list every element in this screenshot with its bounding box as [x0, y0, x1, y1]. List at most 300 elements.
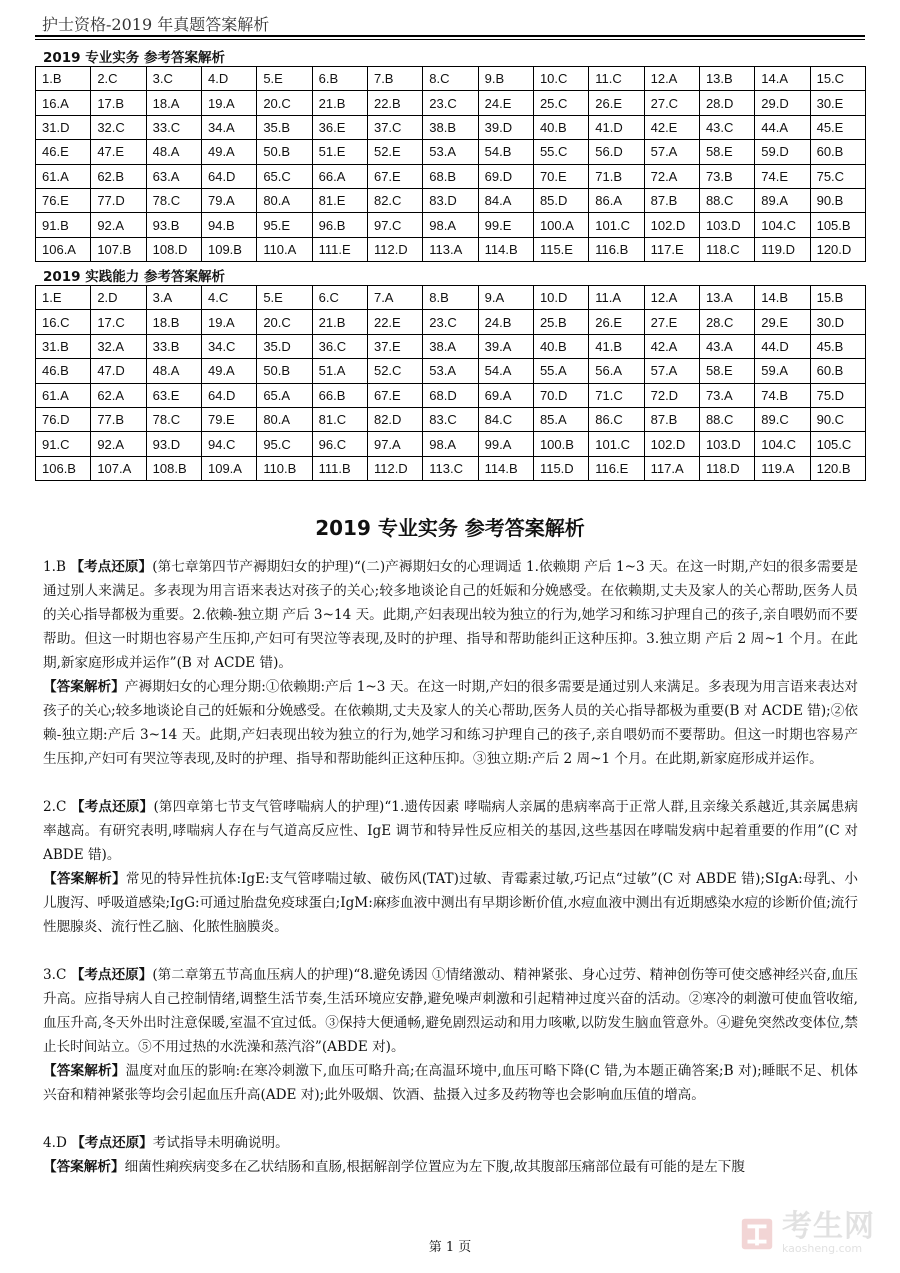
- answer-cell: 102.D: [644, 213, 699, 237]
- origin-text: (第四章第七节支气管哮喘病人的护理)“1.遗传因素 哮喘病人亲属的患病率高于正常人群,且亲缘关系越近,其亲属患病率越高。有研究表明,哮喘病人存在与气道高反应性、IgE 调节和特异性反应相关的基因,这些基因在哮喘发病中起着重要的作用”(C 对 ABDE 错)。: [43, 799, 859, 863]
- origin-paragraph: [43, 795, 858, 867]
- answer-row: [36, 164, 866, 188]
- answer-cell: 12.A: [644, 286, 699, 310]
- answer-cell: 96.C: [312, 432, 367, 456]
- answer-cell: 83.D: [423, 188, 478, 212]
- answer-cell: 53.A: [423, 359, 478, 383]
- answer-cell: 26.E: [589, 310, 644, 334]
- explanation-item: [43, 963, 858, 1107]
- answer-cell: 32.C: [91, 115, 146, 139]
- answer-cell: 69.D: [478, 164, 533, 188]
- answer-cell: 101.C: [589, 213, 644, 237]
- answer-cell: 84.C: [478, 407, 533, 431]
- analysis-label: 【答案解析】: [43, 871, 126, 887]
- answer-cell: 38.A: [423, 334, 478, 358]
- answer-cell: 86.C: [589, 407, 644, 431]
- explanation-item: [43, 1131, 858, 1179]
- answer-cell: 110.A: [257, 237, 312, 261]
- answer-cell: 44.A: [755, 115, 810, 139]
- answer-cell: 38.B: [423, 115, 478, 139]
- answer-cell: 84.A: [478, 188, 533, 212]
- answer-cell: 41.D: [589, 115, 644, 139]
- origin-text: 考试指导未明确说明。: [152, 1135, 289, 1151]
- answer-cell: 11.A: [589, 286, 644, 310]
- answer-cell: 112.D: [367, 456, 422, 480]
- answer-cell: 92.A: [91, 213, 146, 237]
- answer-cell: 19.A: [201, 91, 256, 115]
- answer-cell: 17.C: [91, 310, 146, 334]
- answer-cell: 62.B: [91, 164, 146, 188]
- answer-cell: 85.A: [533, 407, 588, 431]
- answer-cell: 45.E: [810, 115, 865, 139]
- answer-row: [36, 140, 866, 164]
- answer-cell: 64.D: [201, 164, 256, 188]
- answer-cell: 82.C: [367, 188, 422, 212]
- answer-cell: 85.D: [533, 188, 588, 212]
- answer-row: [36, 407, 866, 431]
- answer-cell: 104.C: [755, 213, 810, 237]
- answer-table-practice: [35, 285, 866, 481]
- answer-cell: 98.A: [423, 213, 478, 237]
- answer-cell: 63.E: [146, 383, 201, 407]
- answer-cell: 18.B: [146, 310, 201, 334]
- answer-cell: 2.C: [91, 67, 146, 91]
- answer-cell: 58.E: [699, 359, 754, 383]
- answer-cell: 25.C: [533, 91, 588, 115]
- answer-cell: 110.B: [257, 456, 312, 480]
- answer-cell: 116.B: [589, 237, 644, 261]
- answer-cell: 83.C: [423, 407, 478, 431]
- answer-cell: 9.B: [478, 67, 533, 91]
- answer-cell: 74.B: [755, 383, 810, 407]
- analysis-label: 【答案解析】: [43, 679, 125, 695]
- answer-cell: 27.E: [644, 310, 699, 334]
- answer-cell: 68.B: [423, 164, 478, 188]
- answer-cell: 113.A: [423, 237, 478, 261]
- answer-cell: 118.C: [699, 237, 754, 261]
- answer-cell: 3.C: [146, 67, 201, 91]
- answer-cell: 97.A: [367, 432, 422, 456]
- question-number: 2.C: [43, 799, 67, 815]
- answer-cell: 57.A: [644, 359, 699, 383]
- answer-cell: 93.B: [146, 213, 201, 237]
- answer-cell: 82.D: [367, 407, 422, 431]
- answer-row: [36, 237, 866, 261]
- origin-paragraph: [43, 1131, 858, 1155]
- analysis-label: 【答案解析】: [43, 1159, 125, 1175]
- page-number: 第 1 页: [428, 1240, 472, 1255]
- answer-cell: 80.A: [257, 188, 312, 212]
- answer-cell: 109.B: [201, 237, 256, 261]
- answer-cell: 92.A: [91, 432, 146, 456]
- answer-cell: 87.B: [644, 407, 699, 431]
- answer-cell: 115.D: [533, 456, 588, 480]
- answer-cell: 69.A: [478, 383, 533, 407]
- answer-cell: 35.B: [257, 115, 312, 139]
- answer-cell: 44.D: [755, 334, 810, 358]
- answer-cell: 71.B: [589, 164, 644, 188]
- answer-cell: 16.A: [36, 91, 91, 115]
- answer-cell: 67.E: [367, 383, 422, 407]
- answer-cell: 76.D: [36, 407, 91, 431]
- answer-cell: 20.C: [257, 310, 312, 334]
- answer-cell: 66.B: [312, 383, 367, 407]
- answer-cell: 4.C: [201, 286, 256, 310]
- answer-cell: 80.A: [257, 407, 312, 431]
- answer-cell: 29.E: [755, 310, 810, 334]
- answer-cell: 103.D: [699, 213, 754, 237]
- question-number: 4.D: [43, 1135, 67, 1151]
- origin-text: (第二章第五节高血压病人的护理)“8.避免诱因 ①情绪激动、精神紧张、身心过劳、精神创伤等可使交感神经兴奋,血压升高。应指导病人自己控制情绪,调整生活节奏,生活环境应安静,避免噪声刺激和引起精神过度兴奋的活动。②寒冷的刺激可使血管收缩,血压升高,冬天外出时注意保暖,室温不宜过低。③保持大便通畅,避免剧烈运动和用力咳嗽,以防发生脑血管意外。④避免突然改变体位,禁止长时间站立。⑤不用过热的水洗澡和蒸汽浴”(ABDE 对)。: [43, 967, 859, 1055]
- answer-cell: 90.C: [810, 407, 865, 431]
- answer-row: [36, 188, 866, 212]
- answer-cell: 75.C: [810, 164, 865, 188]
- origin-paragraph: [43, 555, 858, 675]
- explanation-item: [43, 555, 858, 771]
- answer-cell: 23.C: [423, 91, 478, 115]
- section-caption-professional: 2019 专业实务 参考答案解析: [43, 50, 225, 66]
- answer-cell: 1.B: [36, 67, 91, 91]
- answer-row: [36, 91, 866, 115]
- answer-cell: 9.A: [478, 286, 533, 310]
- answer-cell: 11.C: [589, 67, 644, 91]
- answer-cell: 95.E: [257, 213, 312, 237]
- answer-cell: 30.E: [810, 91, 865, 115]
- answer-cell: 91.B: [36, 213, 91, 237]
- answer-cell: 74.E: [755, 164, 810, 188]
- watermark-url: kaosheng.com: [782, 1242, 863, 1255]
- answer-cell: 73.A: [699, 383, 754, 407]
- answer-cell: 103.D: [699, 432, 754, 456]
- answer-cell: 117.A: [644, 456, 699, 480]
- answer-cell: 97.C: [367, 213, 422, 237]
- answer-cell: 6.B: [312, 67, 367, 91]
- answer-cell: 51.A: [312, 359, 367, 383]
- answer-cell: 43.C: [699, 115, 754, 139]
- answer-cell: 52.E: [367, 140, 422, 164]
- origin-label: 【考点还原】: [71, 1135, 153, 1151]
- answer-cell: 98.A: [423, 432, 478, 456]
- answer-cell: 31.D: [36, 115, 91, 139]
- answer-cell: 23.C: [423, 310, 478, 334]
- answer-row: [36, 359, 866, 383]
- answer-cell: 2.D: [91, 286, 146, 310]
- answer-cell: 8.C: [423, 67, 478, 91]
- answer-cell: 105.C: [810, 432, 865, 456]
- answer-cell: 47.D: [91, 359, 146, 383]
- answer-cell: 21.B: [312, 310, 367, 334]
- answer-row: [36, 67, 866, 91]
- answer-cell: 77.B: [91, 407, 146, 431]
- answer-row: [36, 213, 866, 237]
- answer-cell: 1.E: [36, 286, 91, 310]
- header-rule: [35, 35, 865, 37]
- answer-cell: 117.E: [644, 237, 699, 261]
- answer-cell: 16.C: [36, 310, 91, 334]
- answer-cell: 46.E: [36, 140, 91, 164]
- answer-cell: 15.C: [810, 67, 865, 91]
- section-caption-practice: 2019 实践能力 参考答案解析: [43, 269, 225, 285]
- answer-cell: 94.B: [201, 213, 256, 237]
- answer-cell: 33.B: [146, 334, 201, 358]
- answer-cell: 70.E: [533, 164, 588, 188]
- answer-cell: 22.B: [367, 91, 422, 115]
- answer-cell: 102.D: [644, 432, 699, 456]
- answer-row: [36, 334, 866, 358]
- answer-cell: 93.D: [146, 432, 201, 456]
- answer-cell: 13.A: [699, 286, 754, 310]
- answer-cell: 105.B: [810, 213, 865, 237]
- answer-cell: 79.E: [201, 407, 256, 431]
- analysis-text: 产褥期妇女的心理分期:①依赖期:产后 1~3 天。在这一时期,产妇的很多需要是通过别人来满足。多表现为用言语来表达对孩子的关心;较多地谈论自己的妊娠和分娩感受。在依赖期,丈夫及家人的关心帮助,医务人员的关心指导都极为重要(B 对 ACDE 错);②依赖-独立期:产后 3~14 天。此期,产妇表现出较为独立的行为,她学习和练习护理自己的孩子,亲自喂奶而不要帮助。但这一时期也容易产生压抑,产妇可有哭泣等表现,及时的护理、指导和帮助能纠正这种压抑。③独立期:产后 2 周~1 个月。在此期,新家庭形成并运作。: [43, 679, 858, 767]
- answer-cell: 54.B: [478, 140, 533, 164]
- question-number: 3.C: [43, 967, 67, 983]
- answer-cell: 68.D: [423, 383, 478, 407]
- answer-cell: 7.A: [367, 286, 422, 310]
- explanations: [43, 555, 858, 1203]
- answer-cell: 17.B: [91, 91, 146, 115]
- answer-row: [36, 115, 866, 139]
- answer-cell: 7.B: [367, 67, 422, 91]
- answer-cell: 109.A: [201, 456, 256, 480]
- answer-cell: 43.A: [699, 334, 754, 358]
- answer-cell: 120.D: [810, 237, 865, 261]
- answer-cell: 13.B: [699, 67, 754, 91]
- answer-cell: 120.B: [810, 456, 865, 480]
- answer-cell: 107.B: [91, 237, 146, 261]
- answer-cell: 21.B: [312, 91, 367, 115]
- answer-cell: 87.B: [644, 188, 699, 212]
- answer-cell: 39.A: [478, 334, 533, 358]
- answer-cell: 33.C: [146, 115, 201, 139]
- answer-cell: 42.A: [644, 334, 699, 358]
- answer-cell: 101.C: [589, 432, 644, 456]
- analysis-paragraph: [43, 675, 858, 771]
- answer-cell: 14.B: [755, 286, 810, 310]
- answer-cell: 99.E: [478, 213, 533, 237]
- answer-cell: 116.E: [589, 456, 644, 480]
- answer-cell: 20.C: [257, 91, 312, 115]
- watermark-logo-icon: [738, 1215, 776, 1253]
- answer-cell: 55.C: [533, 140, 588, 164]
- answer-cell: 35.D: [257, 334, 312, 358]
- answer-cell: 76.E: [36, 188, 91, 212]
- answer-cell: 91.C: [36, 432, 91, 456]
- answer-cell: 108.B: [146, 456, 201, 480]
- answer-cell: 52.C: [367, 359, 422, 383]
- answer-cell: 32.A: [91, 334, 146, 358]
- answer-cell: 53.A: [423, 140, 478, 164]
- answer-cell: 24.B: [478, 310, 533, 334]
- answer-cell: 112.D: [367, 237, 422, 261]
- answer-cell: 65.C: [257, 164, 312, 188]
- answer-cell: 4.D: [201, 67, 256, 91]
- main-title: 2019 专业实务 参考答案解析: [315, 516, 585, 540]
- answer-cell: 77.D: [91, 188, 146, 212]
- analysis-paragraph: [43, 1155, 858, 1179]
- answer-row: [36, 432, 866, 456]
- answer-cell: 86.A: [589, 188, 644, 212]
- answer-cell: 106.B: [36, 456, 91, 480]
- explanation-item: [43, 795, 858, 939]
- answer-cell: 63.A: [146, 164, 201, 188]
- answer-cell: 49.A: [201, 359, 256, 383]
- answer-cell: 42.E: [644, 115, 699, 139]
- answer-cell: 22.E: [367, 310, 422, 334]
- running-header: 护士资格-2019 年真题答案解析: [42, 15, 270, 34]
- answer-cell: 34.C: [201, 334, 256, 358]
- question-number: 1.B: [43, 559, 66, 575]
- answer-row: [36, 456, 866, 480]
- answer-cell: 55.A: [533, 359, 588, 383]
- analysis-text: 温度对血压的影响:在寒冷刺激下,血压可略升高;在高温环境中,血压可略下降(C 错,为本题正确答案;B 对);睡眠不足、机体兴奋和精神紧张等均会引起血压升高(ADE 对);此外吸烟、饮酒、盐摄入过多及药物等也会影响血压值的增高。: [43, 1063, 859, 1103]
- answer-cell: 27.C: [644, 91, 699, 115]
- answer-table-professional: [35, 66, 866, 262]
- answer-cell: 73.B: [699, 164, 754, 188]
- answer-cell: 61.A: [36, 164, 91, 188]
- answer-cell: 10.D: [533, 286, 588, 310]
- answer-cell: 60.B: [810, 140, 865, 164]
- answer-cell: 67.E: [367, 164, 422, 188]
- answer-cell: 114.B: [478, 237, 533, 261]
- answer-cell: 57.A: [644, 140, 699, 164]
- answer-cell: 10.C: [533, 67, 588, 91]
- watermark-name: 考生网: [782, 1209, 875, 1244]
- answer-cell: 62.A: [91, 383, 146, 407]
- answer-cell: 46.B: [36, 359, 91, 383]
- answer-cell: 72.A: [644, 164, 699, 188]
- analysis-text: 细菌性痢疾病变多在乙状结肠和直肠,根据解剖学位置应为左下腹,故其腹部压痛部位最有可能的是左下腹: [124, 1159, 745, 1175]
- origin-label: 【考点还原】: [70, 799, 154, 815]
- answer-cell: 111.B: [312, 456, 367, 480]
- answer-cell: 75.D: [810, 383, 865, 407]
- answer-cell: 114.B: [478, 456, 533, 480]
- answer-cell: 30.D: [810, 310, 865, 334]
- answer-cell: 118.D: [699, 456, 754, 480]
- answer-cell: 78.C: [146, 188, 201, 212]
- answer-cell: 71.C: [589, 383, 644, 407]
- answer-cell: 3.A: [146, 286, 201, 310]
- origin-label: 【考点还原】: [70, 559, 153, 575]
- answer-cell: 39.D: [478, 115, 533, 139]
- answer-cell: 95.C: [257, 432, 312, 456]
- answer-cell: 29.D: [755, 91, 810, 115]
- answer-cell: 56.D: [589, 140, 644, 164]
- answer-cell: 107.A: [91, 456, 146, 480]
- answer-cell: 99.A: [478, 432, 533, 456]
- answer-cell: 37.C: [367, 115, 422, 139]
- answer-cell: 59.A: [755, 359, 810, 383]
- answer-cell: 108.D: [146, 237, 201, 261]
- answer-cell: 48.A: [146, 359, 201, 383]
- answer-cell: 106.A: [36, 237, 91, 261]
- answer-cell: 72.D: [644, 383, 699, 407]
- answer-cell: 94.C: [201, 432, 256, 456]
- answer-cell: 51.E: [312, 140, 367, 164]
- answer-cell: 81.E: [312, 188, 367, 212]
- answer-cell: 70.D: [533, 383, 588, 407]
- answer-cell: 5.E: [257, 286, 312, 310]
- answer-cell: 50.B: [257, 140, 312, 164]
- answer-cell: 15.B: [810, 286, 865, 310]
- answer-cell: 119.A: [755, 456, 810, 480]
- answer-cell: 48.A: [146, 140, 201, 164]
- analysis-paragraph: [43, 1059, 858, 1107]
- answer-cell: 19.A: [201, 310, 256, 334]
- answer-cell: 58.E: [699, 140, 754, 164]
- answer-cell: 90.B: [810, 188, 865, 212]
- answer-row: [36, 383, 866, 407]
- answer-cell: 45.B: [810, 334, 865, 358]
- origin-text: (第七章第四节产褥期妇女的护理)“(二)产褥期妇女的心理调适 1.依赖期 产后 1~3 天。在这一时期,产妇的很多需要是通过别人来满足。多表现为用言语来表达对孩子的关心;较多地谈论自己的妊娠和分娩感受。在依赖期,丈夫及家人的关心帮助,医务人员的关心指导都极为重要。2.依赖-独立期 产后 3~14 天。此期,产妇表现出较为独立的行为,她学习和练习护理自己的孩子,亲自喂奶而不要帮助。但这一时期也容易产生压抑,产妇可有哭泣等表现,及时的护理、指导和帮助能纠正这种压抑。3.独立期 产后 2 周~1 个月。在此期,新家庭形成并运作”(B 对 ACDE 错)。: [43, 559, 858, 671]
- answer-cell: 66.A: [312, 164, 367, 188]
- answer-cell: 61.A: [36, 383, 91, 407]
- answer-cell: 14.A: [755, 67, 810, 91]
- answer-cell: 59.D: [755, 140, 810, 164]
- answer-cell: 104.C: [755, 432, 810, 456]
- origin-paragraph: [43, 963, 858, 1059]
- answer-cell: 40.B: [533, 334, 588, 358]
- answer-cell: 60.B: [810, 359, 865, 383]
- answer-cell: 34.A: [201, 115, 256, 139]
- answer-cell: 89.C: [755, 407, 810, 431]
- answer-cell: 28.C: [699, 310, 754, 334]
- answer-cell: 24.E: [478, 91, 533, 115]
- answer-cell: 26.E: [589, 91, 644, 115]
- answer-cell: 115.E: [533, 237, 588, 261]
- answer-cell: 89.A: [755, 188, 810, 212]
- answer-cell: 100.B: [533, 432, 588, 456]
- answer-cell: 5.E: [257, 67, 312, 91]
- answer-row: [36, 310, 866, 334]
- answer-cell: 37.E: [367, 334, 422, 358]
- answer-cell: 6.C: [312, 286, 367, 310]
- answer-cell: 40.B: [533, 115, 588, 139]
- answer-cell: 12.A: [644, 67, 699, 91]
- answer-cell: 28.D: [699, 91, 754, 115]
- answer-cell: 18.A: [146, 91, 201, 115]
- answer-cell: 49.A: [201, 140, 256, 164]
- analysis-text: 常见的特异性抗体:IgE:支气管哮喘过敏、破伤风(TAT)过敏、青霉素过敏,巧记点“过敏”(C 对 ABDE 错);SIgA:母乳、小儿腹泻、呼吸道感染;IgG:可通过胎盘免疫球蛋白;IgM:麻疹血液中测出有早期诊断价值,水痘血液中测出有近期感染水痘的诊断价值;流行性腮腺炎、流行性乙脑、化脓性脑膜炎。: [43, 871, 859, 935]
- answer-cell: 41.B: [589, 334, 644, 358]
- origin-label: 【考点还原】: [70, 967, 153, 983]
- answer-cell: 96.B: [312, 213, 367, 237]
- answer-cell: 100.A: [533, 213, 588, 237]
- answer-cell: 36.E: [312, 115, 367, 139]
- header-rule-thin: [35, 39, 865, 40]
- answer-cell: 81.C: [312, 407, 367, 431]
- answer-cell: 31.B: [36, 334, 91, 358]
- answer-cell: 56.A: [589, 359, 644, 383]
- answer-cell: 54.A: [478, 359, 533, 383]
- answer-cell: 65.A: [257, 383, 312, 407]
- analysis-paragraph: [43, 867, 858, 939]
- answer-cell: 25.B: [533, 310, 588, 334]
- answer-cell: 88.C: [699, 407, 754, 431]
- answer-cell: 64.D: [201, 383, 256, 407]
- answer-cell: 111.E: [312, 237, 367, 261]
- answer-cell: 47.E: [91, 140, 146, 164]
- answer-cell: 36.C: [312, 334, 367, 358]
- answer-cell: 113.C: [423, 456, 478, 480]
- answer-cell: 8.B: [423, 286, 478, 310]
- watermark: [738, 1209, 875, 1255]
- answer-row: [36, 286, 866, 310]
- answer-cell: 119.D: [755, 237, 810, 261]
- analysis-label: 【答案解析】: [43, 1063, 126, 1079]
- answer-cell: 50.B: [257, 359, 312, 383]
- answer-cell: 78.C: [146, 407, 201, 431]
